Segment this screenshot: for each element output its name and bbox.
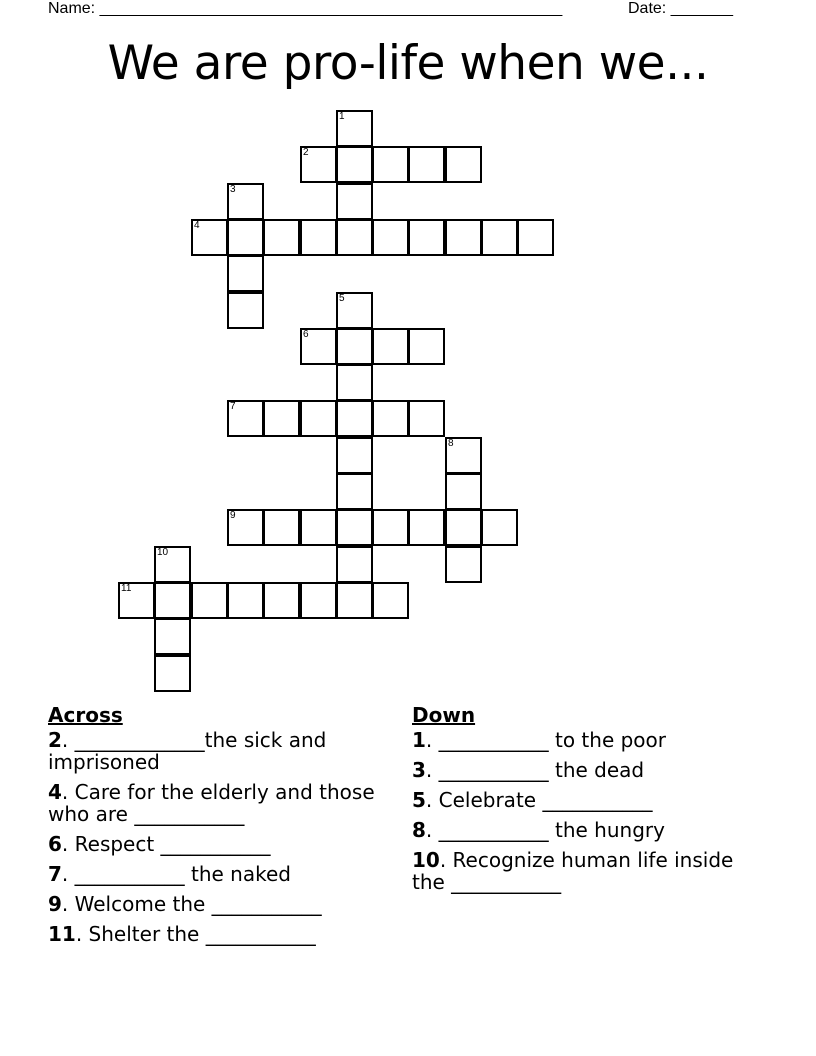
grid-cell[interactable] [300, 400, 337, 437]
grid-cell[interactable] [408, 328, 445, 365]
clue-number: 3 [412, 758, 426, 782]
cell-number: 5 [339, 293, 345, 304]
cell-number: 6 [303, 329, 309, 340]
grid-cell[interactable] [481, 219, 518, 256]
clue-text: . Care for the elderly and those who are ___________ [48, 780, 375, 826]
clue-number: 1 [412, 728, 426, 752]
clue-text: . ___________ the naked [61, 862, 291, 886]
cell-number: 8 [448, 438, 454, 449]
clue-item [48, 923, 398, 945]
grid-cell[interactable] [445, 509, 482, 546]
grid-cell[interactable] [336, 437, 373, 474]
clue-number: 11 [48, 922, 76, 946]
clue-item [412, 819, 762, 841]
across-clue-list [48, 729, 398, 945]
grid-cell[interactable] [408, 400, 445, 437]
grid-cell[interactable] [227, 400, 264, 437]
grid-cell[interactable] [263, 582, 300, 619]
cell-number: 2 [303, 147, 309, 158]
grid-cell[interactable] [445, 437, 482, 474]
across-heading: Across [48, 703, 123, 727]
grid-cell[interactable] [336, 110, 373, 147]
clue-item [48, 833, 398, 855]
grid-cell[interactable] [154, 618, 191, 655]
grid-cell[interactable] [118, 582, 155, 619]
grid-cell[interactable] [300, 328, 337, 365]
grid-cell[interactable] [336, 546, 373, 583]
clue-number: 2 [48, 728, 62, 752]
clue-item [412, 789, 762, 811]
clue-item [412, 759, 762, 781]
grid-cell[interactable] [372, 509, 409, 546]
grid-cell[interactable] [191, 219, 228, 256]
grid-cell[interactable] [336, 473, 373, 510]
clue-number: 6 [48, 832, 62, 856]
date-field-label: Date: _______ [628, 0, 733, 17]
clue-number: 7 [48, 862, 62, 886]
grid-cell[interactable] [445, 473, 482, 510]
across-clues [48, 704, 398, 953]
grid-cell[interactable] [227, 255, 264, 292]
clue-item [48, 893, 398, 915]
grid-cell[interactable] [300, 582, 337, 619]
grid-cell[interactable] [227, 509, 264, 546]
clue-item [412, 729, 762, 751]
clue-item [48, 781, 398, 825]
grid-cell[interactable] [300, 146, 337, 183]
grid-cell[interactable] [300, 219, 337, 256]
grid-cell[interactable] [408, 509, 445, 546]
cell-number: 3 [230, 184, 236, 195]
clue-number: 8 [412, 818, 426, 842]
clue-number: 10 [412, 848, 440, 872]
grid-cell[interactable] [481, 509, 518, 546]
clue-text: . Welcome the ___________ [61, 892, 322, 916]
grid-cell[interactable] [372, 582, 409, 619]
grid-cell[interactable] [517, 219, 554, 256]
clue-item [48, 729, 398, 773]
clue-number: 5 [412, 788, 426, 812]
grid-cell[interactable] [408, 219, 445, 256]
grid-cell[interactable] [336, 400, 373, 437]
clue-item [48, 863, 398, 885]
grid-cell[interactable] [191, 582, 228, 619]
grid-cell[interactable] [336, 364, 373, 401]
grid-cell[interactable] [372, 146, 409, 183]
grid-cell[interactable] [227, 582, 264, 619]
cell-number: 1 [339, 111, 345, 122]
clue-text: . _____________the sick and imprisoned [48, 728, 327, 774]
grid-cell[interactable] [263, 509, 300, 546]
clue-text: . Celebrate ___________ [425, 788, 653, 812]
page-title: We are pro-life when we... [107, 36, 709, 91]
grid-cell[interactable] [154, 582, 191, 619]
grid-cell[interactable] [227, 183, 264, 220]
grid-cell[interactable] [154, 546, 191, 583]
grid-cell[interactable] [300, 509, 337, 546]
grid-cell[interactable] [445, 219, 482, 256]
grid-cell[interactable] [336, 219, 373, 256]
grid-cell[interactable] [336, 146, 373, 183]
cell-number: 4 [194, 220, 200, 231]
clue-text: . Respect ___________ [61, 832, 271, 856]
clue-text: . ___________ to the poor [425, 728, 666, 752]
cell-number: 11 [121, 583, 132, 594]
grid-cell[interactable] [372, 400, 409, 437]
grid-cell[interactable] [154, 655, 191, 692]
name-field-label: Name: ____________________________________________________ [48, 0, 563, 17]
cell-number: 7 [230, 401, 236, 412]
grid-cell[interactable] [263, 219, 300, 256]
grid-cell[interactable] [336, 292, 373, 329]
down-clue-list [412, 729, 762, 893]
grid-cell[interactable] [408, 146, 445, 183]
clue-number: 4 [48, 780, 62, 804]
grid-cell[interactable] [445, 546, 482, 583]
cell-number: 9 [230, 510, 236, 521]
cell-number: 10 [157, 547, 169, 558]
down-heading: Down [412, 703, 476, 727]
grid-cell[interactable] [336, 328, 373, 365]
grid-cell[interactable] [336, 183, 373, 220]
clue-text: . ___________ the dead [425, 758, 645, 782]
clue-text: . Recognize human life inside the ___________ [412, 848, 734, 894]
grid-cell[interactable] [336, 509, 373, 546]
grid-cell[interactable] [372, 219, 409, 256]
clue-number: 9 [48, 892, 62, 916]
clue-text: . ___________ the hungry [425, 818, 665, 842]
down-clues [412, 704, 762, 901]
clue-item [412, 849, 762, 893]
grid-cell[interactable] [227, 219, 264, 256]
clue-text: . Shelter the ___________ [75, 922, 316, 946]
grid-cell[interactable] [336, 582, 373, 619]
grid-cell[interactable] [372, 328, 409, 365]
grid-cell[interactable] [263, 400, 300, 437]
grid-cell[interactable] [227, 292, 264, 329]
grid-cell[interactable] [445, 146, 482, 183]
